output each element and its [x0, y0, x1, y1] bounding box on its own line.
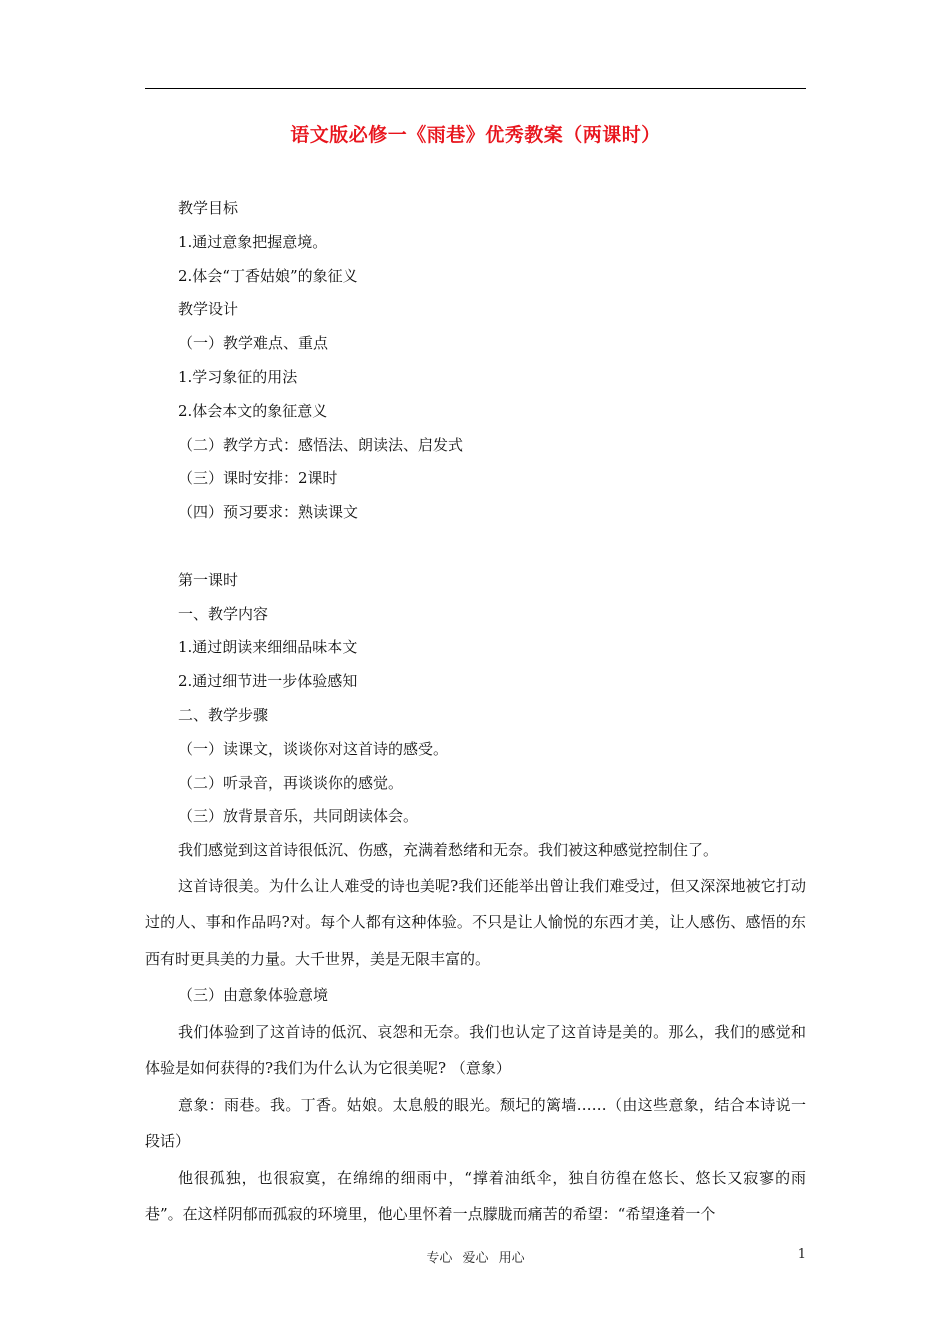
heading-first-lesson: 第一课时	[178, 570, 239, 589]
goal-item-1: 1.通过意象把握意境。	[178, 232, 328, 251]
design-item-2: 2.体会本文的象征意义	[178, 401, 328, 420]
design-section-4: （四）预习要求：熟读课文	[178, 503, 359, 522]
blank-line	[145, 530, 806, 564]
heading-teaching-design: 教学设计	[178, 300, 239, 319]
page-number: 1	[797, 1247, 806, 1262]
document-body	[145, 192, 806, 1233]
document-title: 语文版必修一《雨巷》优秀教案（两课时）	[290, 124, 661, 146]
paragraph-experience: 我们体验到了这首诗的低沉、哀怨和无奈。我们也认定了这首诗是美的。那么，我们的感觉和体验是如何获得的?我们为什么认为它很美呢? （意象）	[145, 1022, 806, 1078]
paragraph-imagery-list: 意象：雨巷。我。丁香。姑娘。太息般的眼光。颓圮的篱墙……（由这些意象，结合本诗说一段话）	[145, 1095, 806, 1151]
heading-teaching-steps: 二、教学步骤	[178, 705, 269, 724]
design-section-2: （二）教学方式：感悟法、朗读法、启发式	[178, 435, 464, 454]
step-1: （一）读课文，谈谈你对这首诗的感受。	[178, 739, 449, 758]
design-section-3: （三）课时安排：2课时	[178, 469, 338, 488]
paragraph-beauty: 这首诗很美。为什么让人难受的诗也美呢?我们还能举出曾让我们难受过，但又深深地被它打动过的人、事和作品吗?对。每个人都有这种体验。不只是让人愉悦的东西才美，让人感伤、感悟的东西有时更具美的力量。大千世界，美是无限丰富的。	[145, 876, 806, 968]
content-item-2: 2.通过细节进一步体验感知	[178, 672, 358, 691]
design-section-1: （一）教学难点、重点	[178, 334, 329, 353]
paragraph-heading-imagery: （三）由意象体验意境	[178, 986, 329, 1005]
step-2: （二）听录音，再谈谈你的感觉。	[178, 773, 404, 792]
heading-teaching-content: 一、教学内容	[178, 604, 269, 623]
paragraph-loneliness: 他很孤独，也很寂寞，在绵绵的细雨中，“撑着油纸伞，独自彷徨在悠长、悠长又寂寥的雨巷”。在这样阴郁而孤寂的环境里，他心里怀着一点朦胧而痛苦的希望：“希望逢着一个	[145, 1168, 806, 1224]
header-rule	[145, 88, 806, 89]
goal-item-2: 2.体会“丁香姑娘”的象征义	[178, 266, 358, 285]
page-footer	[145, 1247, 806, 1267]
design-item-1: 1.学习象征的用法	[178, 367, 298, 386]
heading-teaching-goals: 教学目标	[178, 199, 239, 217]
body-sentence-feeling: 我们感觉到这首诗很低沉、伤感，充满着愁绪和无奈。我们被这种感觉控制住了。	[178, 841, 719, 860]
step-3: （三）放背景音乐，共同朗读体会。	[178, 807, 419, 826]
footer-motto: 专心 爱心 用心	[426, 1251, 525, 1266]
content-item-1: 1.通过朗读来细细品味本文	[178, 638, 358, 657]
